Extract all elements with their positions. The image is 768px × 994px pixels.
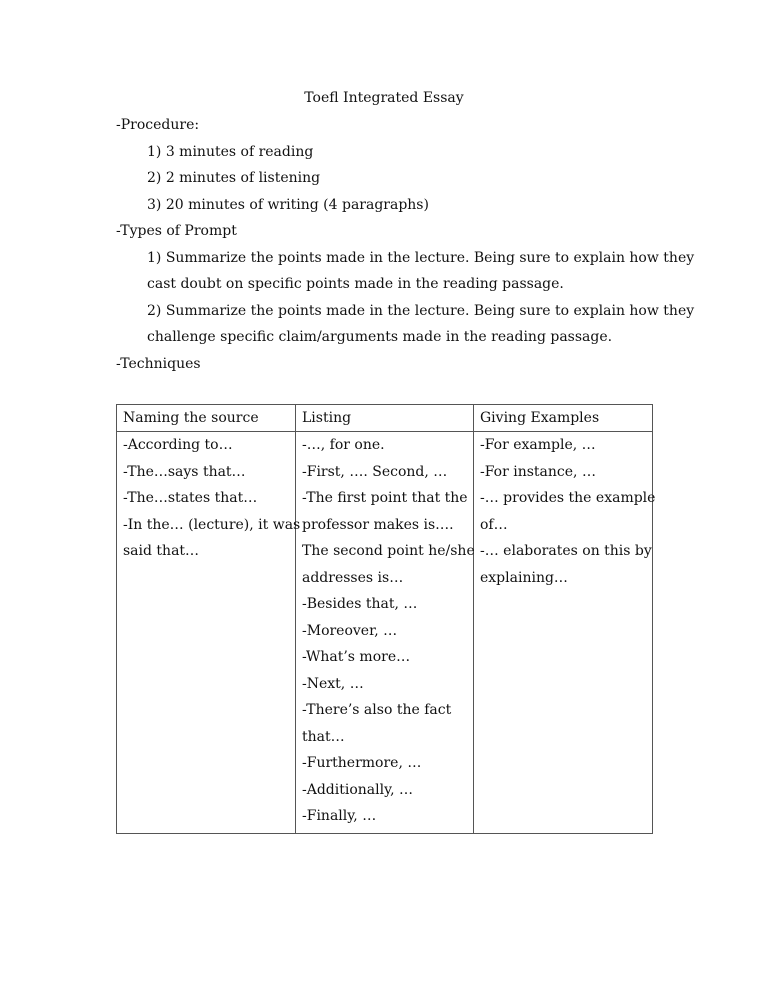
table-cell-line: -…, for one. [302, 437, 385, 453]
table-cell-line: -According to… [123, 437, 233, 453]
naming-source-cell [117, 432, 301, 834]
table-cell-line: explaining… [480, 569, 568, 586]
table-cell-line: professor makes is…. [302, 516, 454, 533]
table-cell-line: said that… [123, 543, 200, 559]
table-cell-line: addresses is… [302, 569, 404, 586]
table-cell-line: -Next, … [302, 675, 364, 692]
table-header-row [117, 405, 653, 432]
prompt-type-line: 2) Summarize the points made in the lecture. Being sure to explain how they [147, 303, 695, 319]
table-cell-line: -The…states that… [123, 490, 258, 506]
table-cell-line: -Additionally, … [302, 781, 414, 798]
header-giving-examples: Giving Examples [474, 405, 653, 432]
page-title: Toefl Integrated Essay [304, 90, 464, 106]
prompt-type-line: challenge specific claim/arguments made in the reading passage. [147, 329, 613, 345]
listing-cell [296, 432, 474, 834]
table-cell-line: -The…says that… [123, 463, 246, 480]
table-cell-line: -The first point that the [302, 490, 468, 506]
prompt-types-heading: -Types of Prompt [116, 223, 237, 239]
table-cell-line: of… [480, 516, 508, 533]
table-cell-line: -There’s also the fact [302, 702, 452, 718]
procedure-item: 2) 2 minutes of listening [147, 170, 321, 186]
techniques-table [116, 404, 656, 834]
table-cell-line: -Furthermore, … [302, 755, 422, 771]
table-cell-line: -… provides the example [480, 490, 656, 506]
header-listing: Listing [296, 405, 474, 432]
table-cell-line: -Besides that, … [302, 596, 418, 612]
header-naming-source: Naming the source [117, 405, 296, 432]
techniques-heading: -Techniques [116, 356, 201, 372]
table-cell-line: -First, …. Second, … [302, 463, 448, 480]
table-cell-line: The second point he/she [302, 543, 475, 559]
table-cell-line: -… elaborates on this by [480, 543, 652, 559]
table-cell-line: -Moreover, … [302, 622, 398, 639]
table-row [117, 432, 653, 834]
procedure-item: 1) 3 minutes of reading [147, 144, 314, 160]
procedure-item: 3) 20 minutes of writing (4 paragraphs) [147, 197, 429, 213]
table-cell-line: -For example, … [480, 437, 596, 453]
giving-examples-cell [474, 432, 656, 834]
prompt-type-line: 1) Summarize the points made in the lecture. Being sure to explain how they [147, 250, 695, 266]
procedure-heading: -Procedure: [116, 117, 200, 133]
table-cell-line: -For instance, … [480, 463, 596, 480]
table-cell-line: -What’s more… [302, 649, 411, 665]
table-cell-line: that… [302, 728, 345, 745]
table-cell-line: -In the… (lecture), it was [123, 516, 301, 533]
prompt-type-line: cast doubt on specific points made in the reading passage. [147, 276, 564, 292]
table-cell-line: -Finally, … [302, 808, 377, 824]
